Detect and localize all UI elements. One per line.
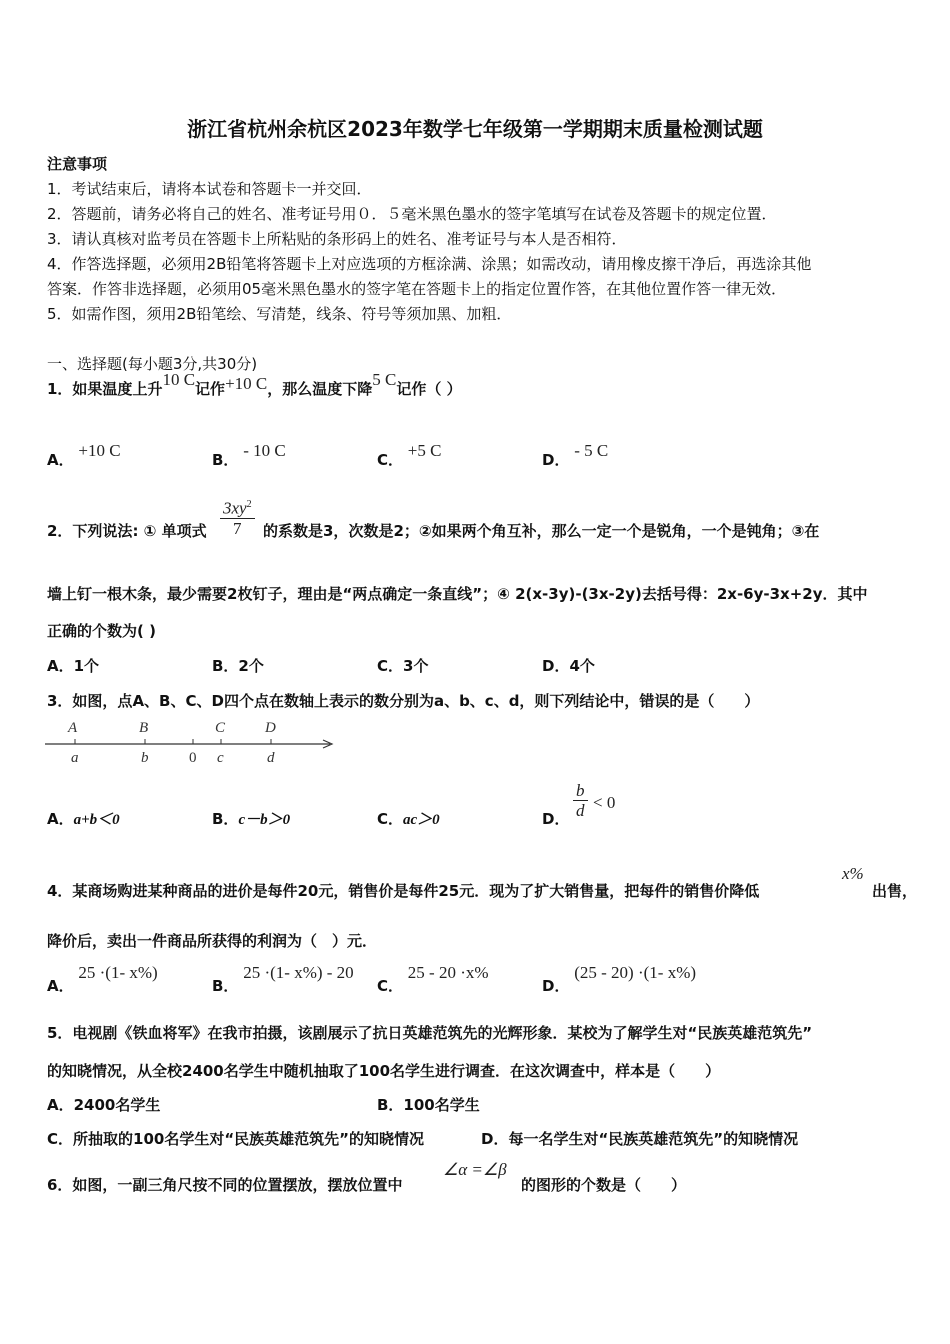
point-label: B <box>139 720 149 736</box>
q2-option-b: B．2个 <box>212 657 264 675</box>
question-5: 5．电视剧《铁血将军》在我市拍摄，该剧展示了抗日英雄范筑先的光辉形象．某校为了解学生对“民族英雄范筑先” <box>47 1024 813 1042</box>
section-heading: 一、选择题(每小题3分,共30分) <box>47 355 258 373</box>
q5-option-c: C．所抽取的100名学生对“民族英雄范筑先”的知晓情况 <box>47 1130 425 1148</box>
q6-text: 的图形的个数是（ ） <box>521 1176 687 1194</box>
point-label: D <box>265 720 276 736</box>
page-title: 浙江省杭州余杭区2023年数学七年级第一学期期末质量检测试题 <box>187 117 763 141</box>
zero-label: 0 <box>189 750 197 766</box>
q1-math: 10 C <box>162 370 196 389</box>
question-6: 6．如图，一副三角尺按不同的位置摆放，摆放位置中 <box>47 1176 403 1194</box>
q1-math: 5 C <box>372 370 397 389</box>
q1-option-a: A． +10 C <box>47 441 121 469</box>
q2-text: 正确的个数为( ) <box>47 622 156 640</box>
q2-option-c: C．3个 <box>377 657 429 675</box>
q3-option-a: A．a+b＜0 <box>47 810 120 828</box>
notice-item: 4．作答选择题，必须用2B铅笔将答题卡上对应选项的方框涂满、涂黑；如需改动，请用橡皮擦干净后，再选涂其他 <box>47 255 812 273</box>
notice-item: 3．请认真核对监考员在答题卡上所粘贴的条形码上的姓名、准考证号与本人是否相符． <box>47 230 627 248</box>
q4-text: 降价后，卖出一件商品所获得的利润为（ ）元． <box>47 932 378 950</box>
question-2 <box>47 520 207 541</box>
point-label: A <box>68 720 78 736</box>
q3-option-d: D． <box>542 810 570 828</box>
point-label: C <box>215 720 226 736</box>
q1-text: 记作（ ） <box>396 380 462 398</box>
q2-text: 2．下列说法: ① 单项式 <box>47 522 207 540</box>
notice-item: 5．如需作图，须用2B铅笔绘、写清楚，线条、符号等须加黑、加粗． <box>47 305 512 323</box>
q1-option-b: B． - 10 C <box>212 441 286 469</box>
q5-option-d: D．每一名学生对“民族英雄范筑先”的知晓情况 <box>481 1130 799 1148</box>
q5-option-b: B．100名学生 <box>377 1096 480 1114</box>
notice-heading: 注意事项 <box>47 155 108 173</box>
q4-option-d: D． (25 - 20) ·(1- x%) <box>542 963 697 995</box>
q4-math: x% <box>842 864 864 883</box>
q2-option-d: D．4个 <box>542 657 595 675</box>
q5-option-a: A．2400名学生 <box>47 1096 161 1114</box>
q1-text: 记作 <box>195 380 226 398</box>
q1-text: ，那么温度下降 <box>267 380 373 398</box>
q5-text: 的知晓情况，从全校2400名学生中随机抽取了100名学生进行调查．在这次调查中，样本是（ ） <box>47 1062 721 1080</box>
q1-text: 1．如果温度上升 <box>47 380 163 398</box>
q2-text: 的系数是3，次数是2；②如果两个角互补，那么一定一个是锐角，一个是钝角；③在 <box>263 522 820 540</box>
value-label: a <box>71 750 79 766</box>
notice-item: 2．答题前，请务必将自己的姓名、准考证号用０．５毫米黑色墨水的签字笔填写在试卷及答题卡的规定位置． <box>47 205 777 223</box>
q3-option-d-inequality: < 0 <box>593 793 616 812</box>
question-3: 3．如图，点A、B、C、D四个点在数轴上表示的数分别为a、b、c、d，则下列结论中，错误的是（ ） <box>47 692 760 710</box>
q3-option-d-fraction: $\frac{b}{d}$ <box>573 782 588 821</box>
question-4: 4．某商场购进某种商品的进价是每件20元，销售价是每件25元．现为了扩大销售量，把每件的销售价降低 <box>47 882 760 900</box>
notice-item: 答案．作答非选择题，必须用05毫米黑色墨水的签字笔在答题卡上的指定位置作答，在其他位置作答一律无效． <box>47 280 787 298</box>
q1-option-c: C． +5 C <box>377 441 442 469</box>
q6-math: ∠α =∠β <box>443 1160 507 1179</box>
q1-option-d: D． - 5 C <box>542 441 609 469</box>
q4-option-a: A． 25 ·(1- x%) <box>47 963 158 995</box>
value-label: d <box>267 750 275 766</box>
notice-item: 1．考试结束后，请将本试卷和答题卡一并交回． <box>47 180 372 198</box>
number-line-figure <box>40 712 340 770</box>
value-label: c <box>217 750 224 766</box>
q4-option-b: B． 25 ·(1- x%) - 20 <box>212 963 354 995</box>
q3-option-b: B．c－b＞0 <box>212 810 291 828</box>
q2-text: 墙上钉一根木条，最少需要2枚钉子，理由是“两点确定一条直线”；④ 2(x-3y)-(3x-2y)去括号得：2x-6y-3x+2y．其中 <box>47 585 868 603</box>
q4-text: 出售， <box>872 882 918 900</box>
value-label: b <box>141 750 149 766</box>
q2-option-a: A．1个 <box>47 657 100 675</box>
q3-option-c: C．ac＞0 <box>377 810 440 828</box>
q1-math: +10 C <box>225 374 268 393</box>
question-1 <box>47 370 462 399</box>
q4-option-c: C． 25 - 20 ·x% <box>377 963 489 995</box>
q2-fraction: $\frac{3xy^2}{7}$ <box>220 496 255 539</box>
